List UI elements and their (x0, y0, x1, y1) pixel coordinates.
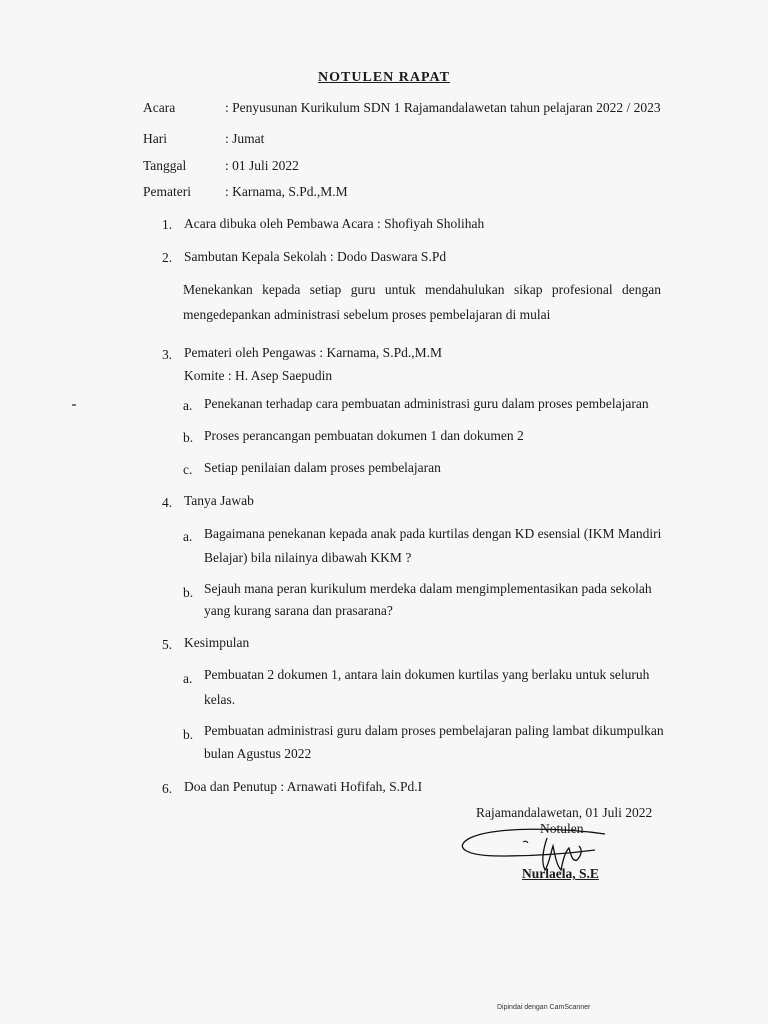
item-5b-letter: b. (183, 727, 194, 742)
signature-name: Nurlaela, S.E (522, 866, 599, 881)
item-2-number: 2. (162, 250, 173, 265)
item-4b-line2: yang kurang sarana dan prasarana? (204, 603, 393, 618)
meta-hari-value: : Jumat (225, 131, 265, 146)
item-2-text: Sambutan Kepala Sekolah : Dodo Daswara S.Pd (184, 249, 447, 264)
meta-pemateri-value: : Karnama, S.Pd.,M.M (225, 184, 348, 199)
item-4-number: 4. (162, 495, 173, 510)
item-6-number: 6. (162, 781, 173, 796)
signature-place-date: Rajamandalawetan, 01 Juli 2022 (476, 805, 653, 820)
item-1-number: 1. (162, 217, 173, 232)
item-1-text: Acara dibuka oleh Pembawa Acara : Shofiyah Sholihah (184, 216, 485, 231)
item-5a-letter: a. (183, 671, 193, 686)
meta-tanggal-value: : 01 Juli 2022 (225, 158, 299, 173)
item-5-text: Kesimpulan (184, 635, 250, 650)
item-4a-line1: Bagaimana penekanan kepada anak pada kurtilas dengan KD esensial (IKM Mandiri (204, 526, 662, 541)
item-3b-letter: b. (183, 430, 194, 445)
meta-pemateri-label: Pemateri (143, 184, 191, 199)
item-5a-line1: Pembuatan 2 dokumen 1, antara lain dokumen kurtilas yang berlaku untuk seluruh (204, 667, 650, 682)
item-4b-letter: b. (183, 585, 194, 600)
item-3-number: 3. (162, 347, 173, 362)
item-3b-text: Proses perancangan pembuatan dokumen 1 dan dokumen 2 (204, 428, 524, 443)
meta-acara-label: Acara (143, 100, 176, 115)
item-3a-text: Penekanan terhadap cara pembuatan administrasi guru dalam proses pembelajaran (204, 396, 649, 411)
scanner-watermark: Dipindai dengan CamScanner (497, 1004, 591, 1011)
item-5-number: 5. (162, 637, 173, 652)
item-6-text: Doa dan Penutup : Arnawati Hofifah, S.Pd.I (184, 779, 423, 794)
meta-acara-value: : Penyusunan Kurikulum SDN 1 Rajamandalawetan tahun pelajaran 2022 / 2023 (225, 100, 661, 115)
item-4-text: Tanya Jawab (184, 493, 254, 508)
item-5b-line1: Pembuatan administrasi guru dalam proses pembelajaran paling lambat dikumpulkan (204, 723, 664, 738)
item-3-committee: Komite : H. Asep Saepudin (184, 368, 333, 383)
item-3a-letter: a. (183, 398, 193, 413)
item-4a-letter: a. (183, 529, 193, 544)
item-3-text: Pemateri oleh Pengawas : Karnama, S.Pd.,M.M (184, 345, 442, 360)
scan-margin-mark (72, 404, 76, 406)
signature-role: Notulen (540, 821, 584, 836)
item-3c-letter: c. (183, 462, 193, 477)
meta-hari-label: Hari (143, 131, 167, 146)
item-5b-line2: bulan Agustus 2022 (204, 746, 312, 761)
meta-tanggal-label: Tanggal (143, 158, 187, 173)
item-4a-line2: Belajar) bila nilainya dibawah KKM ? (204, 550, 412, 565)
document-title: NOTULEN RAPAT (318, 70, 450, 85)
item-3c-text: Setiap penilaian dalam proses pembelajaran (204, 460, 441, 475)
item-4b-line1: Sejauh mana peran kurikulum merdeka dalam mengimplementasikan pada sekolah (204, 581, 652, 596)
item-2-paragraph: Menekankan kepada setiap guru untuk mendahulukan sikap profesional dengan mengedepankan administrasi sebelum proses pembelajaran di mulai (183, 282, 661, 322)
item-5a-line2: kelas. (204, 692, 236, 707)
